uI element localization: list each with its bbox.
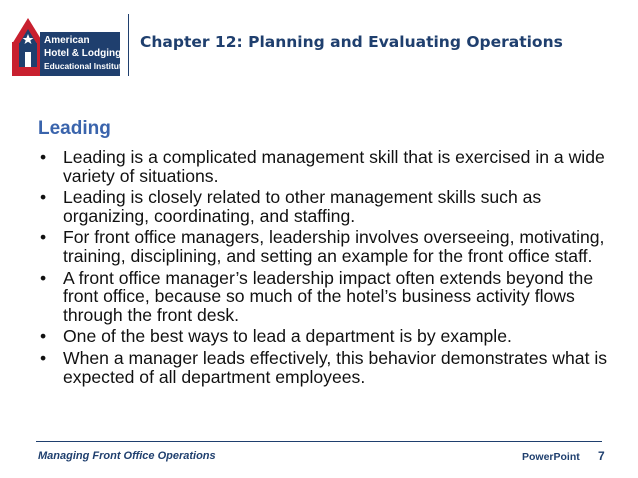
footer-product: PowerPoint — [522, 451, 580, 463]
chapter-title: Chapter 12: Planning and Evaluating Operations — [140, 33, 563, 51]
bullet-dot: • — [40, 326, 47, 347]
bullet-dot: • — [40, 267, 47, 288]
bullet-item — [38, 188, 613, 225]
bullet-text: Leading is closely related to other management skills such as organizing, coordinating, and staffing. — [63, 187, 542, 226]
logo-line-3: Educational Institute — [44, 61, 122, 71]
bullet-text: For front office managers, leadership involves overseeing, motivating, training, disciplining, and setting an example for the front office staff. — [63, 227, 605, 266]
bullet-dot: • — [40, 147, 47, 167]
bullet-item — [38, 148, 613, 185]
bullet-item — [38, 228, 613, 265]
bullet-text: A front office manager’s leadership impact often extends beyond the front office, because so much of the hotel’s business activity flows through the front desk. — [63, 267, 594, 325]
bullet-item — [38, 327, 613, 346]
header-divider — [128, 14, 129, 76]
ahlei-logo — [10, 14, 122, 78]
footer-divider — [36, 441, 602, 442]
bullet-text: Leading is a complicated management skill that is exercised in a wide variety of situations. — [63, 147, 605, 186]
bullet-item — [38, 269, 613, 325]
logo-line-1: American — [44, 35, 90, 46]
bullet-text: When a manager leads effectively, this behavior demonstrates what is expected of all department employees. — [63, 347, 608, 387]
bullet-list — [38, 148, 613, 389]
house-logo-icon — [10, 14, 122, 78]
bullet-dot: • — [40, 187, 47, 208]
bullet-dot: • — [40, 347, 47, 368]
logo-line-2: Hotel & Lodging — [44, 48, 122, 59]
bullet-item — [38, 349, 613, 386]
slide-heading: Leading — [38, 118, 111, 139]
bullet-dot: • — [40, 227, 47, 248]
footer-book-title: Managing Front Office Operations — [38, 450, 216, 462]
page-number: 7 — [598, 449, 605, 463]
bullet-text: One of the best ways to lead a department is by example. — [63, 326, 512, 347]
